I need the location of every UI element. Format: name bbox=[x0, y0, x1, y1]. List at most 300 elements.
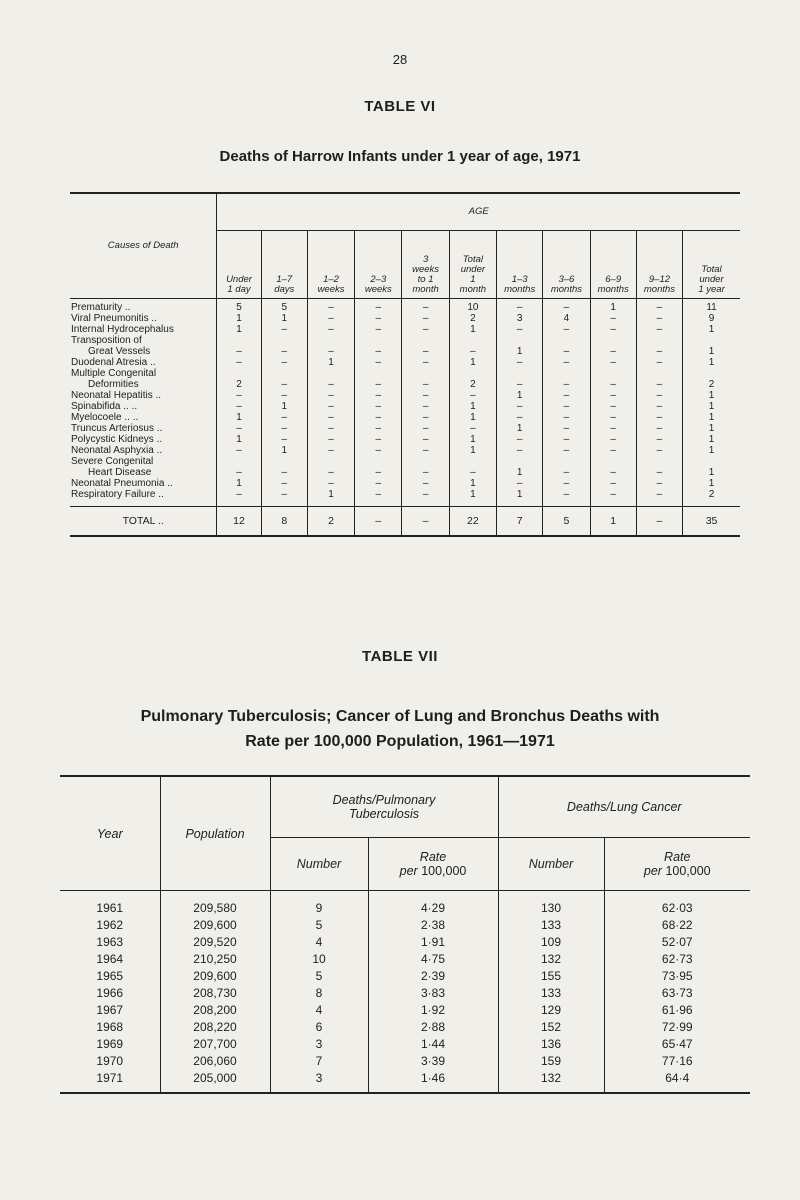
value-cell: – bbox=[355, 434, 402, 445]
value-cell: 2 bbox=[217, 379, 261, 390]
value-cell: – bbox=[590, 423, 636, 434]
value-cell: – bbox=[307, 434, 354, 445]
table-row bbox=[60, 1002, 750, 1019]
age-column-header-line: 1 day bbox=[227, 284, 251, 295]
tb-number-cell: 3 bbox=[270, 1036, 368, 1053]
cause-label: Prematurity bbox=[71, 302, 123, 313]
tb-deaths-header-line2: Tuberculosis bbox=[349, 807, 419, 821]
value-cell: – bbox=[636, 357, 682, 368]
value-cell: – bbox=[590, 357, 636, 368]
table7-title bbox=[0, 704, 800, 754]
cause-cell bbox=[70, 357, 217, 368]
table-row bbox=[70, 379, 740, 390]
value-cell: – bbox=[261, 390, 307, 401]
infant-deaths-table bbox=[70, 192, 740, 537]
table-row bbox=[60, 968, 750, 985]
population-cell: 209,580 bbox=[160, 891, 270, 918]
value-cell: – bbox=[636, 478, 682, 489]
tb-lung-cancer-table bbox=[60, 775, 750, 1094]
value-cell: – bbox=[543, 434, 590, 445]
value-cell: – bbox=[355, 357, 402, 368]
lc-rate-cell: 68·22 bbox=[604, 917, 750, 934]
value-cell: 1 bbox=[217, 412, 261, 423]
tb-rate-header-line2 bbox=[370, 864, 497, 878]
value-cell: – bbox=[636, 346, 682, 357]
cause-label: Deformities bbox=[88, 379, 139, 390]
value-cell: – bbox=[402, 346, 449, 357]
value-cell: – bbox=[636, 423, 682, 434]
table-row bbox=[70, 467, 740, 478]
value-cell: – bbox=[590, 478, 636, 489]
value-cell: – bbox=[355, 467, 402, 478]
value-cell: 1 bbox=[307, 489, 354, 500]
value-cell bbox=[449, 335, 496, 346]
value-cell: – bbox=[402, 412, 449, 423]
table-row bbox=[60, 934, 750, 951]
leader-dots: .. bbox=[157, 515, 164, 527]
value-cell: – bbox=[307, 390, 354, 401]
value-cell: – bbox=[497, 357, 543, 368]
age-column-header-line: under bbox=[460, 264, 486, 275]
total-value-cell: – bbox=[355, 507, 402, 537]
value-cell bbox=[636, 456, 682, 467]
value-cell: – bbox=[497, 299, 543, 314]
total-value-cell: 5 bbox=[543, 507, 590, 537]
value-cell bbox=[636, 335, 682, 346]
value-cell: – bbox=[217, 390, 261, 401]
age-column-header bbox=[402, 231, 449, 299]
value-cell: 1 bbox=[683, 445, 740, 456]
value-cell: – bbox=[217, 401, 261, 412]
value-cell: – bbox=[497, 412, 543, 423]
cause-cell bbox=[70, 346, 217, 357]
tb-rate-cell: 4·29 bbox=[368, 891, 498, 918]
total-value-cell: – bbox=[636, 507, 682, 537]
table-row bbox=[70, 335, 740, 346]
population-cell: 208,730 bbox=[160, 985, 270, 1002]
value-cell: – bbox=[402, 379, 449, 390]
cause-label: Spinabifida bbox=[71, 401, 121, 412]
value-cell: – bbox=[307, 324, 354, 335]
value-cell bbox=[449, 368, 496, 379]
lc-rate-header-line1: Rate bbox=[664, 850, 691, 864]
age-column-header-line: month bbox=[412, 284, 439, 295]
total-value-cell: 2 bbox=[307, 507, 354, 537]
value-cell: 1 bbox=[261, 445, 307, 456]
table-row bbox=[60, 917, 750, 934]
value-cell: – bbox=[449, 423, 496, 434]
table-row bbox=[70, 456, 740, 467]
cause-cell bbox=[70, 324, 217, 335]
tb-deaths-header bbox=[270, 776, 498, 838]
value-cell: 1 bbox=[217, 324, 261, 335]
year-cell: 1968 bbox=[96, 1020, 124, 1034]
lc-number-cell: 152 bbox=[498, 1019, 604, 1036]
leader-dots: .. bbox=[151, 313, 157, 324]
value-cell bbox=[402, 335, 449, 346]
tb-rate-cell: 1·92 bbox=[368, 1002, 498, 1019]
lc-number-cell: 133 bbox=[498, 917, 604, 934]
age-column-header bbox=[355, 231, 402, 299]
value-cell: 1 bbox=[497, 423, 543, 434]
value-cell: – bbox=[307, 401, 354, 412]
table-row bbox=[60, 1036, 750, 1053]
value-cell: – bbox=[355, 313, 402, 324]
cause-column-header: Causes of Death bbox=[70, 193, 217, 299]
table-row bbox=[70, 313, 740, 324]
tb-number-cell: 5 bbox=[270, 968, 368, 985]
leader-dots: .. .. bbox=[124, 412, 139, 423]
tb-number-cell: 8 bbox=[270, 985, 368, 1002]
table-row bbox=[70, 401, 740, 412]
value-cell bbox=[683, 456, 740, 467]
table7-title-line1: Pulmonary Tuberculosis; Cancer of Lung and Bronchus Deaths with bbox=[140, 708, 660, 725]
tb-number-header: Number bbox=[270, 838, 368, 891]
total-value-cell: 7 bbox=[497, 507, 543, 537]
value-cell bbox=[261, 368, 307, 379]
value-cell bbox=[543, 368, 590, 379]
tb-number-cell: 9 bbox=[270, 891, 368, 918]
value-cell: – bbox=[307, 423, 354, 434]
age-column-header-line: weeks bbox=[317, 284, 345, 295]
value-cell bbox=[261, 335, 307, 346]
value-cell: 1 bbox=[683, 478, 740, 489]
table-row bbox=[70, 412, 740, 423]
age-column-header-line: months bbox=[504, 284, 536, 295]
value-cell: – bbox=[402, 390, 449, 401]
age-column-header-line: to 1 bbox=[417, 274, 434, 285]
tb-rate-cell: 1·46 bbox=[368, 1070, 498, 1093]
tb-rate-cell: 2·39 bbox=[368, 968, 498, 985]
value-cell: – bbox=[307, 445, 354, 456]
value-cell: – bbox=[261, 434, 307, 445]
table-row bbox=[70, 489, 740, 500]
value-cell: – bbox=[636, 390, 682, 401]
age-column-header bbox=[590, 231, 636, 299]
tb-number-cell: 3 bbox=[270, 1070, 368, 1093]
value-cell: – bbox=[543, 445, 590, 456]
age-column-header-line: 3 bbox=[422, 254, 429, 265]
population-cell: 207,700 bbox=[160, 1036, 270, 1053]
value-cell: 1 bbox=[307, 357, 354, 368]
age-column-header-line: days bbox=[274, 284, 295, 295]
value-cell: – bbox=[307, 412, 354, 423]
table-row bbox=[70, 368, 740, 379]
table-row bbox=[70, 390, 740, 401]
age-column-header-line: months bbox=[550, 284, 582, 295]
value-cell: – bbox=[449, 467, 496, 478]
lc-number-cell: 132 bbox=[498, 1070, 604, 1093]
tb-rate-cell: 2·38 bbox=[368, 917, 498, 934]
age-column-header-line: 1 bbox=[470, 274, 476, 285]
lc-rate-cell: 62·73 bbox=[604, 951, 750, 968]
value-cell: – bbox=[636, 324, 682, 335]
cause-cell bbox=[70, 467, 217, 478]
tb-rate-cell: 4·75 bbox=[368, 951, 498, 968]
tb-rate-cell: 3·39 bbox=[368, 1053, 498, 1070]
table-row bbox=[60, 891, 750, 918]
value-cell: – bbox=[590, 401, 636, 412]
tb-rate-per: per bbox=[399, 864, 418, 878]
total-value-cell: 8 bbox=[261, 507, 307, 537]
cause-label: Duodenal Atresia bbox=[71, 357, 148, 368]
total-value-cell: 12 bbox=[217, 507, 261, 537]
value-cell: 1 bbox=[683, 434, 740, 445]
value-cell: – bbox=[543, 423, 590, 434]
lc-number-cell: 132 bbox=[498, 951, 604, 968]
lc-number-cell: 136 bbox=[498, 1036, 604, 1053]
value-cell: – bbox=[217, 467, 261, 478]
value-cell bbox=[217, 335, 261, 346]
value-cell: – bbox=[497, 379, 543, 390]
value-cell bbox=[683, 368, 740, 379]
lc-rate-base: 100,000 bbox=[665, 864, 711, 878]
leader-dots: .. bbox=[155, 390, 162, 401]
value-cell: – bbox=[261, 357, 307, 368]
value-cell: – bbox=[402, 467, 449, 478]
lc-number-cell: 159 bbox=[498, 1053, 604, 1070]
lc-rate-cell: 77·16 bbox=[604, 1053, 750, 1070]
value-cell: 11 bbox=[683, 299, 740, 314]
table7-title-line2: Rate per 100,000 Population, 1961—1971 bbox=[245, 733, 555, 750]
value-cell: – bbox=[402, 423, 449, 434]
tb-number-cell: 4 bbox=[270, 934, 368, 951]
value-cell: – bbox=[543, 357, 590, 368]
value-cell: – bbox=[355, 445, 402, 456]
value-cell: – bbox=[355, 478, 402, 489]
value-cell: – bbox=[261, 346, 307, 357]
cause-cell bbox=[70, 335, 217, 346]
cause-cell bbox=[70, 445, 217, 456]
value-cell: – bbox=[355, 299, 402, 314]
age-column-header-line: 9–12 bbox=[648, 274, 671, 285]
tb-number-cell: 5 bbox=[270, 917, 368, 934]
table6-label: TABLE VI bbox=[364, 98, 436, 115]
value-cell: – bbox=[543, 401, 590, 412]
value-cell bbox=[355, 456, 402, 467]
value-cell: 1 bbox=[449, 445, 496, 456]
value-cell bbox=[683, 335, 740, 346]
cause-cell bbox=[70, 489, 217, 500]
value-cell bbox=[355, 335, 402, 346]
value-cell bbox=[543, 335, 590, 346]
tb-rate-cell: 2·88 bbox=[368, 1019, 498, 1036]
value-cell: – bbox=[636, 467, 682, 478]
value-cell: – bbox=[590, 313, 636, 324]
value-cell: – bbox=[636, 299, 682, 314]
age-column-header-line: 1–7 bbox=[276, 274, 293, 285]
table-row bbox=[70, 299, 740, 314]
value-cell: 1 bbox=[261, 313, 307, 324]
value-cell: – bbox=[497, 445, 543, 456]
value-cell: 1 bbox=[217, 478, 261, 489]
age-column-header-line: 1–2 bbox=[323, 274, 339, 285]
value-cell: – bbox=[355, 346, 402, 357]
value-cell: – bbox=[261, 412, 307, 423]
value-cell: 2 bbox=[449, 379, 496, 390]
lc-number-cell: 109 bbox=[498, 934, 604, 951]
year-cell: 1971 bbox=[60, 1070, 160, 1093]
value-cell: 1 bbox=[449, 489, 496, 500]
cause-cell bbox=[70, 368, 217, 379]
cause-cell bbox=[70, 507, 217, 537]
total-row bbox=[70, 507, 740, 537]
table7-label: TABLE VII bbox=[362, 648, 438, 665]
value-cell: – bbox=[355, 401, 402, 412]
leader-dots: .. bbox=[158, 489, 164, 500]
lc-number-cell: 130 bbox=[498, 891, 604, 918]
value-cell: – bbox=[543, 379, 590, 390]
leader-dots: .. bbox=[124, 302, 131, 313]
value-cell: – bbox=[543, 299, 590, 314]
value-cell bbox=[217, 456, 261, 467]
cause-cell bbox=[70, 299, 217, 314]
value-cell: 1 bbox=[449, 324, 496, 335]
value-cell: – bbox=[261, 324, 307, 335]
table-row bbox=[60, 1019, 750, 1036]
year-cell: 1961 bbox=[96, 901, 124, 915]
value-cell: – bbox=[543, 390, 590, 401]
cause-label: Polycystic Kidneys bbox=[71, 434, 154, 445]
age-column-header bbox=[636, 231, 682, 299]
value-cell bbox=[590, 456, 636, 467]
value-cell: – bbox=[449, 346, 496, 357]
year-cell: 1965 bbox=[96, 969, 124, 983]
value-cell: – bbox=[497, 324, 543, 335]
value-cell: – bbox=[543, 412, 590, 423]
age-column-header bbox=[683, 231, 740, 299]
lc-rate-header bbox=[604, 838, 750, 891]
value-cell: 1 bbox=[449, 412, 496, 423]
value-cell: – bbox=[543, 324, 590, 335]
age-column-header-line: 2–3 bbox=[370, 274, 387, 285]
lc-number-cell: 133 bbox=[498, 985, 604, 1002]
age-column-header-line: months bbox=[643, 284, 676, 295]
cause-cell bbox=[70, 390, 217, 401]
tb-number-cell: 10 bbox=[270, 951, 368, 968]
value-cell: 1 bbox=[497, 467, 543, 478]
total-value-cell: 35 bbox=[683, 507, 740, 537]
age-column-header-line: weeks bbox=[412, 264, 440, 275]
value-cell: – bbox=[402, 489, 449, 500]
value-cell: – bbox=[543, 489, 590, 500]
value-cell: – bbox=[636, 401, 682, 412]
total-value-cell: – bbox=[402, 507, 449, 537]
lc-rate-per: per bbox=[643, 864, 662, 878]
table-row bbox=[70, 346, 740, 357]
leader-dots: .. bbox=[156, 423, 163, 434]
value-cell: – bbox=[402, 299, 449, 314]
value-cell: 3 bbox=[497, 313, 543, 324]
value-cell: – bbox=[307, 299, 354, 314]
value-cell: – bbox=[307, 346, 354, 357]
age-column-header bbox=[449, 231, 496, 299]
value-cell: – bbox=[307, 478, 354, 489]
age-column-header-line: 1–3 bbox=[511, 274, 528, 285]
value-cell bbox=[590, 368, 636, 379]
value-cell: 1 bbox=[217, 434, 261, 445]
value-cell bbox=[307, 335, 354, 346]
tb-number-cell: 4 bbox=[270, 1002, 368, 1019]
year-cell: 1964 bbox=[96, 952, 124, 966]
value-cell: – bbox=[636, 412, 682, 423]
lc-rate-cell: 72·99 bbox=[604, 1019, 750, 1036]
value-cell: – bbox=[449, 390, 496, 401]
tb-rate-header-line1: Rate bbox=[419, 850, 447, 864]
cause-label: Severe Congenital bbox=[71, 456, 154, 467]
value-cell: – bbox=[307, 467, 354, 478]
population-cell: 210,250 bbox=[160, 951, 270, 968]
value-cell: 1 bbox=[683, 467, 740, 478]
value-cell: – bbox=[402, 313, 449, 324]
cause-cell bbox=[70, 456, 217, 467]
value-cell: – bbox=[590, 445, 636, 456]
value-cell bbox=[217, 368, 261, 379]
lc-rate-cell: 63·73 bbox=[604, 985, 750, 1002]
age-column-header-line: 6–9 bbox=[605, 274, 622, 285]
age-column-header-line: weeks bbox=[364, 284, 392, 295]
leader-dots: .. bbox=[167, 478, 173, 489]
value-cell bbox=[307, 456, 354, 467]
table-row bbox=[60, 1053, 750, 1070]
value-cell: 5 bbox=[261, 299, 307, 314]
cause-label: Neonatal Pneumonia bbox=[71, 478, 165, 489]
value-cell: – bbox=[543, 467, 590, 478]
value-cell: – bbox=[497, 434, 543, 445]
value-cell: – bbox=[307, 379, 354, 390]
value-cell bbox=[355, 368, 402, 379]
cause-label: Viral Pneumonitis bbox=[71, 313, 149, 324]
value-cell: – bbox=[402, 401, 449, 412]
value-cell: – bbox=[590, 346, 636, 357]
value-cell: – bbox=[636, 379, 682, 390]
value-cell: – bbox=[307, 313, 354, 324]
age-column-header-line: Total bbox=[701, 264, 722, 275]
value-cell: 1 bbox=[261, 401, 307, 412]
value-cell: 10 bbox=[449, 299, 496, 314]
value-cell: – bbox=[590, 467, 636, 478]
value-cell: 1 bbox=[449, 434, 496, 445]
value-cell: – bbox=[355, 423, 402, 434]
value-cell: – bbox=[217, 423, 261, 434]
value-cell: – bbox=[217, 489, 261, 500]
leader-dots: .. .. bbox=[123, 401, 138, 412]
population-cell: 209,600 bbox=[160, 917, 270, 934]
age-column-header-line: 3–6 bbox=[558, 274, 575, 285]
value-cell: – bbox=[590, 489, 636, 500]
cause-cell bbox=[70, 423, 217, 434]
value-cell bbox=[307, 368, 354, 379]
value-cell: – bbox=[402, 434, 449, 445]
value-cell: – bbox=[497, 401, 543, 412]
year-cell: 1963 bbox=[96, 935, 124, 949]
value-cell bbox=[497, 456, 543, 467]
cause-cell bbox=[70, 379, 217, 390]
lc-rate-cell: 65·47 bbox=[604, 1036, 750, 1053]
value-cell: – bbox=[355, 324, 402, 335]
value-cell: – bbox=[261, 379, 307, 390]
value-cell bbox=[402, 456, 449, 467]
table-row bbox=[70, 423, 740, 434]
cause-label: Transposition of bbox=[71, 335, 142, 346]
value-cell: 1 bbox=[683, 357, 740, 368]
year-cell: 1962 bbox=[96, 918, 124, 932]
cause-cell bbox=[70, 434, 217, 445]
tb-rate-cell: 1·91 bbox=[368, 934, 498, 951]
value-cell: 1 bbox=[683, 423, 740, 434]
value-cell: 2 bbox=[683, 379, 740, 390]
value-cell bbox=[261, 456, 307, 467]
